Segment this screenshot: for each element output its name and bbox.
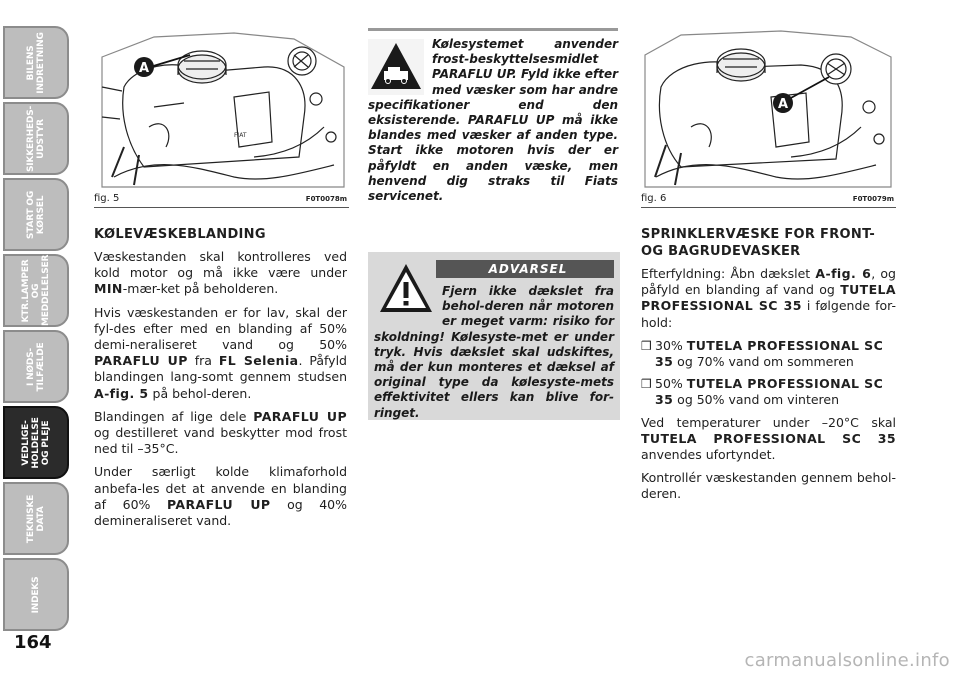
coolant-reservoir-illustration xyxy=(94,27,349,192)
paragraph: Kontrollér væskestanden gennem behol-deren. xyxy=(641,470,896,502)
paragraph: Ved temperaturer under –20°C skal TUTELA PROFESSIONAL SC 35 anvendes ufortyndet. xyxy=(641,414,896,463)
fig-5-caption: fig. 5 xyxy=(94,193,120,204)
tab-bilens-indretning[interactable] xyxy=(3,26,69,99)
tab-label: KTR.LAMPER OG MEDDELELSER xyxy=(21,254,51,326)
warning-text: Fjern ikke dækslet fra behol-deren når motoren er meget varm: risiko for skoldning! Kølesyste-met er under tryk. Hvis dækslet skal udskiftes, må der kun monteres et dæksel af original type da kølesyste-mets effektivitet ellers kan blive for-ringet. xyxy=(374,284,614,420)
paragraph: Efterfyldning: Åbn dækslet A-fig. 6, og påfyld en blanding af vand og TUTELA PROFESSIONAL SC 35 i følgende for-hold: xyxy=(641,266,896,330)
figure-5 xyxy=(94,27,349,208)
watermark: carmanualsonline.info xyxy=(744,650,950,671)
marker-a: A xyxy=(139,61,150,76)
figure-6 xyxy=(641,27,896,208)
svg-text:FIAT: FIAT xyxy=(234,132,247,139)
fig-6-code: F0T0079m xyxy=(852,195,894,203)
page-number: 164 xyxy=(14,632,52,653)
tab-label: START OG KØRSEL xyxy=(26,190,46,239)
left-column xyxy=(94,226,347,536)
note-text: Kølesystemet anvender frost-beskyttelsesmidlet PARAFLU UP. Fyld ikke efter med væsker som har andre specifikationer end den eksisterende. PARAFLU UP må ikke blandes med væsker af anden type. Start ikke motoren hvis der er påfyldt en anden væske, men henvend dig straks til Fiats servicenet. xyxy=(368,37,618,204)
marker-a: A xyxy=(778,97,789,112)
tab-label: INDEKS xyxy=(31,576,41,613)
tab-label: VEDLIGE- HOLDELSE OG PLEJE xyxy=(21,416,51,469)
tab-tekniske-data[interactable] xyxy=(3,482,69,555)
tab-label: SIKKERHEDS- UDSTYR xyxy=(26,105,46,172)
tab-label: BILENS INDRETNING xyxy=(26,31,46,94)
fig-5-code: F0T0078m xyxy=(305,195,347,203)
checkbox-bullet: ❒ xyxy=(641,377,652,392)
tab-vedligeholdelse[interactable] xyxy=(3,406,69,479)
note-block xyxy=(368,28,618,204)
vehicle-warning-icon xyxy=(368,39,424,95)
warning-box xyxy=(368,252,620,420)
section-heading-washer: SPRINKLERVÆSKE FOR FRONT- OG BAGRUDEVASKER xyxy=(641,227,876,259)
list-item: ❒ 50% TUTELA PROFESSIONAL SC 35 og 50% vand om vinteren xyxy=(641,376,884,408)
paragraph: Hvis væskestanden er for lav, skal der fyl-des efter med en blanding af 50% demi-neraliseret vand og 50% PARAFLU UP fra FL Selenia. Påfyld blandingen lang-somt gennem studsen A-fig. 5 på behol-deren. xyxy=(94,304,347,401)
tab-label: I NØDS- TILFÆLDE xyxy=(26,342,46,391)
fig-6-caption: fig. 6 xyxy=(641,193,667,204)
checkbox-bullet: ❒ xyxy=(641,338,652,353)
paragraph: Under særligt kolde klimaforhold anbefa-les det at anvende en blanding af 60% PARAFLU UP og 40% demineraliseret vand. xyxy=(94,464,348,529)
washer-reservoir-illustration xyxy=(641,27,896,192)
tab-i-nodstilfaelde[interactable] xyxy=(3,330,69,403)
tab-ktr-lamper[interactable] xyxy=(3,254,69,327)
section-heading-coolant: KØLEVÆSKEBLANDING xyxy=(94,227,266,242)
tab-start-og-korsel[interactable] xyxy=(3,178,69,251)
warning-triangle-icon xyxy=(378,262,434,314)
list-item: ❒ 30% TUTELA PROFESSIONAL SC 35 og 70% vand om sommeren xyxy=(641,337,884,370)
tab-label: TEKNISKE DATA xyxy=(26,494,46,543)
tab-indeks[interactable] xyxy=(3,558,69,631)
right-column xyxy=(641,226,896,510)
divider xyxy=(368,28,618,31)
paragraph: Væskestanden skal kontrolleres ved kold motor og må ikke være under MIN-mær-ket på beholderen. xyxy=(94,249,347,297)
tab-sikkerhedsudstyr[interactable] xyxy=(3,102,69,175)
warning-title: ADVARSEL xyxy=(436,260,614,278)
paragraph: Blandingen af lige dele PARAFLU UP og destilleret vand beskytter mod frost ned til –35°C. xyxy=(94,408,348,457)
